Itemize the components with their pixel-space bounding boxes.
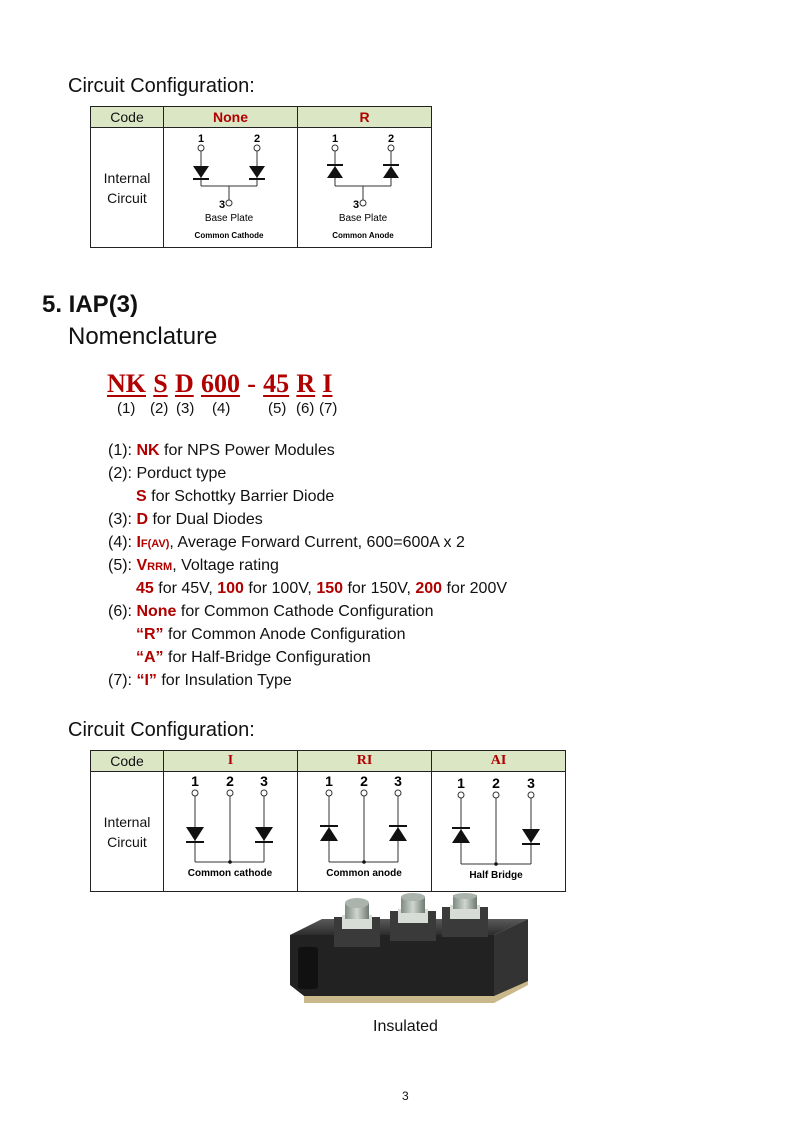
desc-6c: “A” for Half-Bridge Configuration: [136, 649, 371, 666]
circuit-ri: [298, 772, 432, 892]
svg-text:Base Plate: Base Plate: [338, 213, 388, 224]
svg-text:2: 2: [253, 133, 261, 145]
product-caption: Insulated: [373, 1018, 438, 1035]
code-ai: AI: [432, 751, 566, 772]
svg-text:Common Anode: Common Anode: [332, 231, 394, 240]
code-part-nk: NK: [107, 369, 146, 398]
code-part-s: S: [153, 369, 168, 398]
svg-text:3: 3: [394, 773, 402, 789]
circuit-config-heading-top: Circuit Configuration:: [68, 75, 255, 97]
circuit-i: [164, 772, 298, 892]
svg-text:2: 2: [387, 133, 395, 145]
svg-text:2: 2: [226, 773, 234, 789]
code-r: R: [298, 107, 432, 128]
desc-5: (5): VRRM, Voltage rating: [108, 557, 279, 574]
index-2: (2): [150, 400, 169, 417]
circuit-table-top: [90, 106, 432, 248]
svg-text:2: 2: [492, 775, 500, 791]
circuit-common-anode: [298, 128, 432, 248]
code-part-45: 45: [263, 369, 290, 398]
nomenclature-title: Nomenclature: [68, 323, 218, 350]
index-7: (7): [319, 400, 338, 417]
code-ri: RI: [298, 751, 432, 772]
circuit-table-bottom: [90, 750, 566, 892]
half-bridge-diagram: [432, 772, 565, 886]
index-4: (4): [212, 400, 231, 417]
product-module-image: [282, 893, 534, 1023]
svg-text:Common Cathode: Common Cathode: [194, 231, 264, 240]
svg-text:3: 3: [527, 775, 535, 791]
common-cathode-diagram: [164, 128, 297, 242]
desc-2b: S for Schottky Barrier Diode: [136, 488, 335, 505]
desc-6b: “R” for Common Anode Configuration: [136, 626, 406, 643]
desc-6: (6): None for Common Cathode Configuration: [108, 603, 434, 620]
code-header: Code: [91, 107, 164, 128]
common-anode-3pin-diagram: [298, 772, 431, 886]
internal-circuit-label: Internal Circuit: [91, 128, 164, 248]
index-6: (6): [296, 400, 315, 417]
svg-text:3: 3: [260, 773, 268, 789]
svg-text:1: 1: [325, 773, 333, 789]
svg-text:3: 3: [218, 199, 226, 211]
svg-text:3: 3: [352, 199, 360, 211]
svg-text:Common anode: Common anode: [326, 868, 402, 879]
page-number: 3: [402, 1089, 409, 1103]
circuit-ai: [432, 772, 566, 892]
code-header: Code: [91, 751, 164, 772]
svg-text:1: 1: [191, 773, 199, 789]
part-code: [107, 368, 332, 399]
code-part-d: D: [174, 369, 194, 398]
common-anode-diagram: [298, 128, 431, 242]
desc-3: (3): D for Dual Diodes: [108, 511, 263, 528]
svg-text:Half Bridge: Half Bridge: [469, 870, 523, 881]
circuit-config-heading-bottom: Circuit Configuration:: [68, 719, 255, 741]
section-title: 5. IAP(3): [42, 291, 139, 318]
circuit-common-cathode: [164, 128, 298, 248]
desc-2: (2): Porduct type: [108, 465, 227, 482]
code-part-600: 600: [200, 369, 240, 398]
code-part-i: I: [322, 369, 333, 398]
code-i: I: [164, 751, 298, 772]
index-5: (5): [268, 400, 287, 417]
index-3: (3): [176, 400, 195, 417]
desc-1: (1): NK for NPS Power Modules: [108, 442, 335, 459]
desc-7: (7): “I” for Insulation Type: [108, 672, 292, 689]
desc-5b: 45 for 45V, 100 for 100V, 150 for 150V, 200 for 200V: [136, 580, 508, 597]
svg-text:2: 2: [360, 773, 368, 789]
index-1: (1): [117, 400, 136, 417]
desc-4: (4): IF(AV), Average Forward Current, 600=600A x 2: [108, 534, 465, 551]
svg-text:1: 1: [457, 775, 465, 791]
svg-text:Base Plate: Base Plate: [204, 213, 254, 224]
svg-text:1: 1: [197, 133, 205, 145]
code-part-dash: -: [247, 369, 256, 398]
internal-circuit-label: Internal Circuit: [91, 772, 164, 892]
svg-text:Common cathode: Common cathode: [187, 868, 273, 879]
code-part-r: R: [296, 369, 316, 398]
svg-text:1: 1: [331, 133, 339, 145]
common-cathode-3pin-diagram: [164, 772, 297, 886]
code-none: None: [164, 107, 298, 128]
